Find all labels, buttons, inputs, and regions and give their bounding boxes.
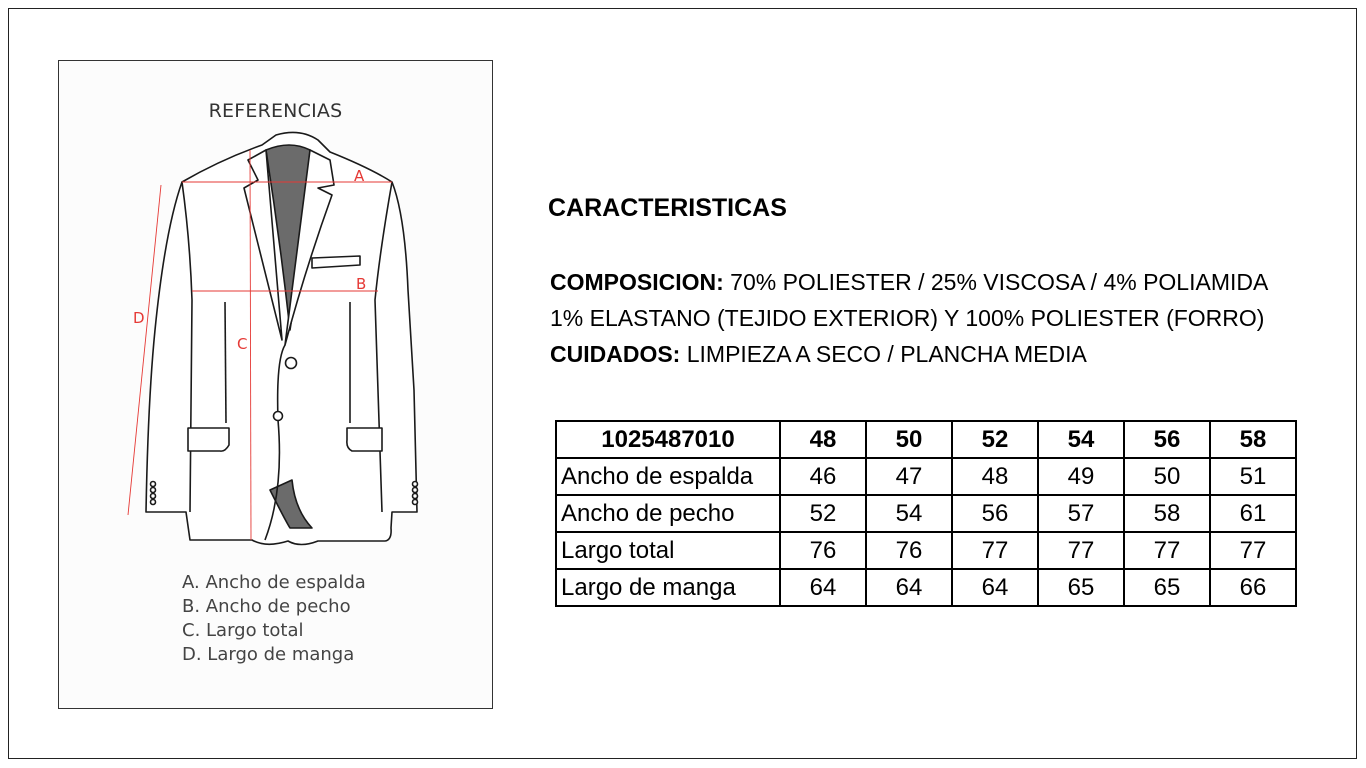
- table-cell: 64: [866, 569, 952, 606]
- table-header-row: [556, 421, 1296, 458]
- table-cell: 77: [1124, 532, 1210, 569]
- care-label: CUIDADOS:: [550, 341, 681, 367]
- care-value: LIMPIEZA A SECO / PLANCHA MEDIA: [686, 341, 1087, 367]
- table-cell: 51: [1210, 458, 1296, 495]
- size-table: [555, 420, 1297, 607]
- table-cell: 64: [952, 569, 1038, 606]
- table-row: [556, 458, 1296, 495]
- size-header: 48: [780, 421, 866, 458]
- table-cell: 76: [780, 532, 866, 569]
- marker-d: D: [133, 309, 145, 327]
- table-cell: 54: [866, 495, 952, 532]
- table-cell: 57: [1038, 495, 1124, 532]
- row-label: Largo total: [556, 532, 780, 569]
- table-cell: 47: [866, 458, 952, 495]
- table-row: [556, 532, 1296, 569]
- table-cell: 77: [952, 532, 1038, 569]
- table-cell: 64: [780, 569, 866, 606]
- reference-code: 1025487010: [556, 421, 780, 458]
- table-cell: 77: [1210, 532, 1296, 569]
- table-cell: 49: [1038, 458, 1124, 495]
- legend-item: C. Largo total: [182, 620, 304, 641]
- button-icon: [274, 412, 283, 421]
- table-cell: 56: [952, 495, 1038, 532]
- table-cell: 46: [780, 458, 866, 495]
- table-cell: 76: [866, 532, 952, 569]
- marker-c: C: [237, 335, 248, 353]
- references-legend: [182, 571, 366, 667]
- legend-item: D. Largo de manga: [182, 644, 355, 665]
- table-cell: 66: [1210, 569, 1296, 606]
- row-label: Ancho de pecho: [556, 495, 780, 532]
- table-cell: 50: [1124, 458, 1210, 495]
- size-header: 54: [1038, 421, 1124, 458]
- size-header: 58: [1210, 421, 1296, 458]
- row-label: Ancho de espalda: [556, 458, 780, 495]
- row-label: Largo de manga: [556, 569, 780, 606]
- legend-item: B. Ancho de pecho: [182, 596, 351, 617]
- marker-b: B: [356, 275, 367, 293]
- marker-a: A: [354, 167, 365, 185]
- composition-label: COMPOSICION:: [550, 269, 724, 295]
- button-icon: [286, 358, 297, 369]
- characteristics-specs: [550, 264, 1268, 372]
- references-title: REFERENCIAS: [208, 100, 343, 122]
- table-cell: 58: [1124, 495, 1210, 532]
- table-cell: 52: [780, 495, 866, 532]
- table-cell: 65: [1038, 569, 1124, 606]
- composition-value-2: 1% ELASTANO (TEJIDO EXTERIOR) Y 100% POLIESTER (FORRO): [550, 305, 1265, 331]
- characteristics-title: CARACTERISTICAS: [548, 194, 787, 222]
- table-cell: 61: [1210, 495, 1296, 532]
- table-cell: 77: [1038, 532, 1124, 569]
- size-header: 56: [1124, 421, 1210, 458]
- composition-value: 70% POLIESTER / 25% VISCOSA / 4% POLIAMIDA: [730, 269, 1269, 295]
- table-cell: 48: [952, 458, 1038, 495]
- table-row: [556, 569, 1296, 606]
- table-row: [556, 495, 1296, 532]
- table-cell: 65: [1124, 569, 1210, 606]
- legend-item: A. Ancho de espalda: [182, 572, 366, 593]
- size-header: 52: [952, 421, 1038, 458]
- size-header: 50: [866, 421, 952, 458]
